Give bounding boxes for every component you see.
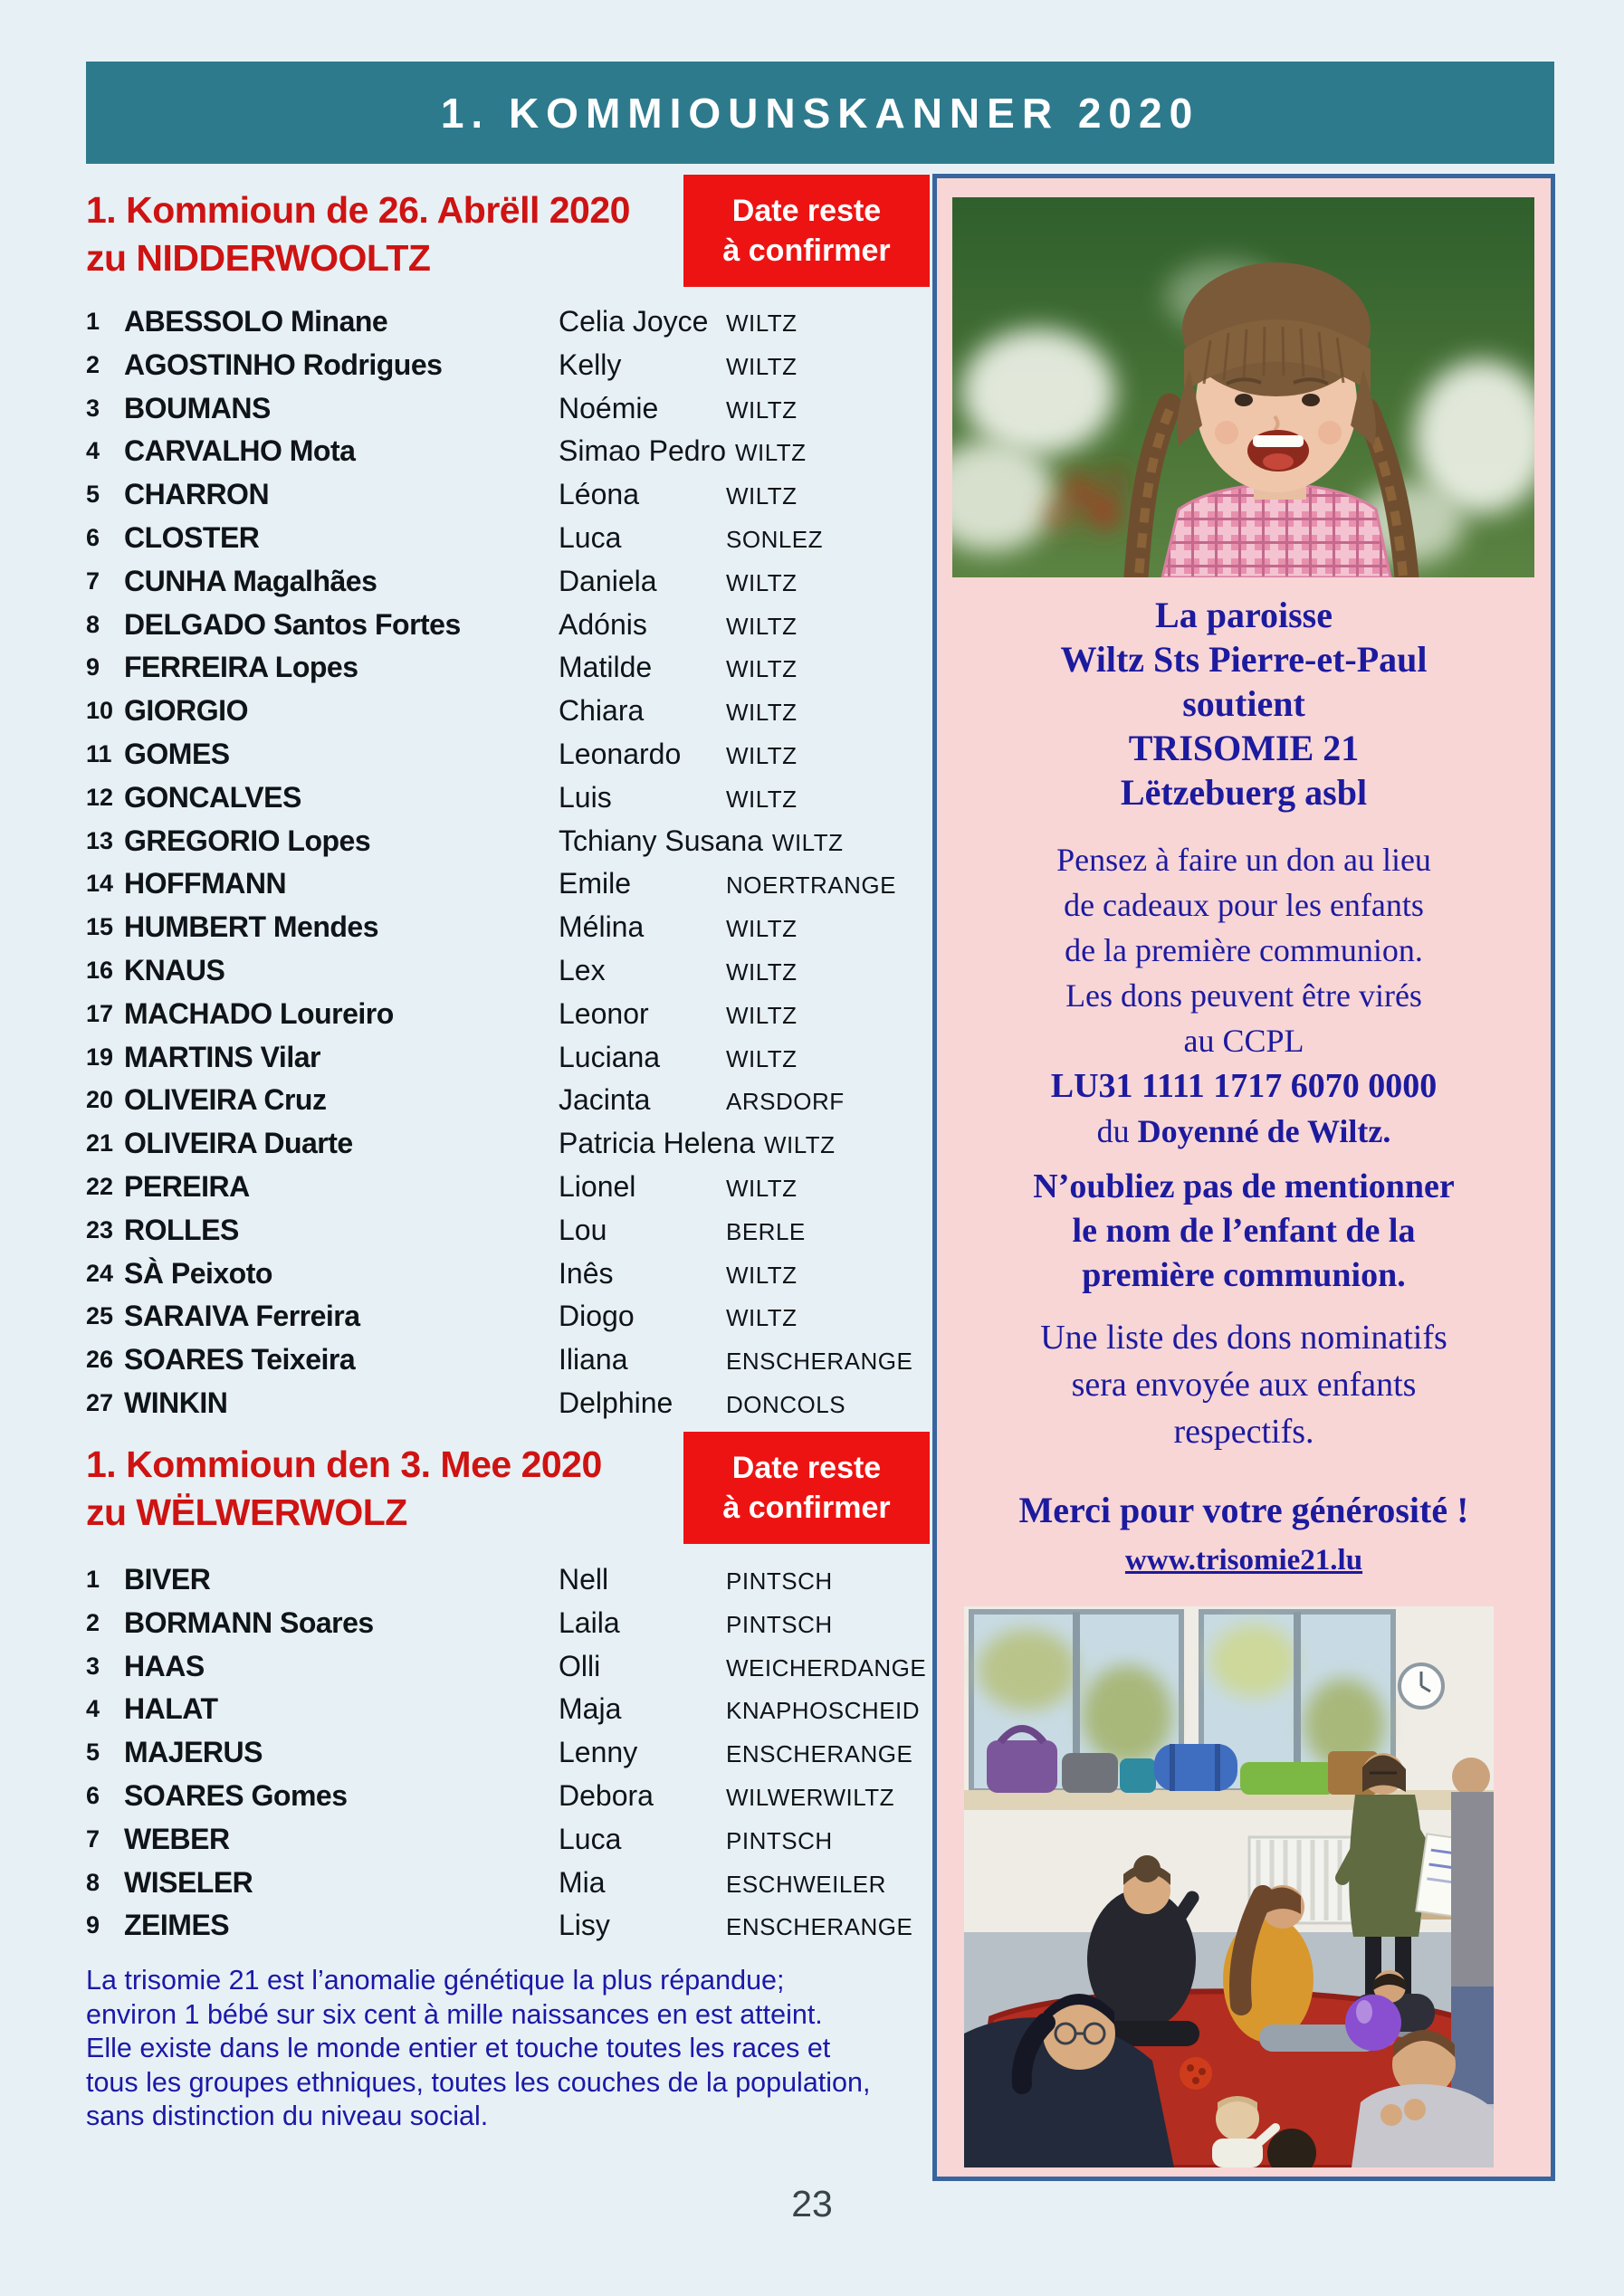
donation-line: Les dons peuvent être virés — [1065, 977, 1422, 1014]
entry-town: WILTZ — [726, 568, 798, 596]
doyenne-prefix: du — [1096, 1113, 1138, 1149]
entry-surname: SARAIVA Ferreira — [124, 1300, 360, 1333]
entry-surname: CARVALHO Mota — [124, 434, 356, 468]
entry-surname: WEBER — [124, 1822, 230, 1855]
list-item — [86, 781, 928, 824]
entry-firstname: Mélina — [559, 910, 645, 944]
list-item — [86, 651, 928, 694]
entry-surname: ZEIMES — [124, 1909, 230, 1942]
entry-surname: SOARES Teixeira — [124, 1343, 356, 1377]
date-to-confirm-badge — [683, 175, 930, 287]
panel-heading-line: TRISOMIE 21 — [1128, 728, 1360, 768]
badge-line1: Date reste — [731, 194, 882, 228]
liste-line: respectifs. — [1173, 1413, 1314, 1451]
entry-number: 6 — [86, 523, 100, 551]
list-item — [86, 997, 928, 1041]
list-item — [86, 1823, 928, 1866]
entry-town: WILWERWILTZ — [726, 1783, 895, 1811]
entry-town: PINTSCH — [726, 1826, 833, 1854]
entry-town: ESCHWEILER — [726, 1870, 886, 1898]
entry-town: WILTZ — [726, 1261, 798, 1289]
entry-surname: MACHADO Loureiro — [124, 996, 394, 1030]
entry-firstname: Nell — [559, 1563, 609, 1596]
entry-number: 15 — [86, 913, 114, 941]
entry-surname: BORMANN Soares — [124, 1605, 374, 1639]
list-item — [86, 1127, 928, 1170]
entry-town: WILTZ — [726, 482, 798, 510]
entry-firstname: Simao Pedro — [559, 434, 726, 468]
badge-line2: à confirmer — [722, 1491, 891, 1525]
girl-portrait-photo — [952, 197, 1534, 577]
panel-heading-line: Wiltz Sts Pierre-et-Paul — [1060, 639, 1428, 680]
entry-surname: AGOSTINHO Rodrigues — [124, 348, 443, 381]
entry-number: 3 — [86, 394, 100, 422]
note-line: Elle existe dans le monde entier et touche toutes les races et — [86, 2033, 831, 2064]
entry-firstname: Lou — [559, 1213, 607, 1246]
entry-town: BERLE — [726, 1217, 806, 1245]
badge-line2: à confirmer — [722, 233, 891, 268]
section1-heading-line1: 1. Kommioun de 26. Abrëll 2020 — [86, 189, 630, 231]
entry-firstname: Chiara — [559, 694, 645, 728]
note-line: sans distinction du niveau social. — [86, 2101, 489, 2132]
entry-surname: MAJERUS — [124, 1736, 263, 1769]
entry-number: 20 — [86, 1086, 114, 1114]
reminder-line: première communion. — [1082, 1256, 1406, 1294]
entry-number: 2 — [86, 1608, 100, 1636]
entry-town: DONCOLS — [726, 1390, 846, 1418]
entry-surname: BOUMANS — [124, 391, 271, 424]
entry-firstname: Matilde — [559, 651, 653, 684]
entry-firstname: Kelly — [559, 348, 622, 381]
entry-firstname: Luca — [559, 520, 622, 554]
entry-firstname: Luciana — [559, 1040, 661, 1073]
entry-surname: GREGORIO Lopes — [124, 824, 371, 857]
section2-heading-line2: zu WËLWERWOLZ — [86, 1491, 407, 1533]
reminder-line: N’oubliez pas de mentionner — [1033, 1167, 1455, 1205]
page-title: 1. KOMMIOUNSKANNER 2020 — [440, 89, 1200, 137]
entry-firstname: Maja — [559, 1692, 622, 1726]
entry-number: 1 — [86, 308, 100, 335]
entry-number: 7 — [86, 567, 100, 595]
entry-number: 27 — [86, 1388, 114, 1416]
entry-surname: HALAT — [124, 1692, 218, 1726]
liste-line: Une liste des dons nominatifs — [1040, 1319, 1447, 1357]
entry-town: SONLEZ — [726, 525, 824, 553]
entry-firstname: Lisy — [559, 1909, 610, 1942]
entry-number: 24 — [86, 1259, 114, 1287]
entry-firstname: Tchiany Susana — [559, 824, 763, 857]
list-item — [86, 608, 928, 652]
entry-number: 4 — [86, 437, 100, 465]
entry-town: ENSCHERANGE — [726, 1913, 913, 1941]
entry-number: 22 — [86, 1172, 114, 1200]
list-item — [86, 1909, 928, 1952]
entry-town: WILTZ — [726, 310, 798, 337]
list-item — [86, 434, 928, 478]
list-item — [86, 348, 928, 392]
entry-number: 16 — [86, 956, 114, 984]
entry-number: 19 — [86, 1043, 114, 1071]
entry-town: WILTZ — [726, 655, 798, 683]
entry-town: WILTZ — [726, 699, 798, 727]
list-item — [86, 1606, 928, 1650]
entry-number: 6 — [86, 1781, 100, 1809]
list-item — [86, 1041, 928, 1084]
list-item — [86, 1692, 928, 1736]
date-to-confirm-badge — [683, 1432, 930, 1544]
entry-firstname: Léona — [559, 478, 639, 511]
entry-firstname: Debora — [559, 1778, 654, 1812]
note-line: La trisomie 21 est l’anomalie génétique la plus répandue; — [86, 1965, 785, 1996]
entry-surname: CHARRON — [124, 478, 270, 511]
entry-surname: WINKIN — [124, 1386, 228, 1419]
entry-town: WILTZ — [726, 1044, 798, 1072]
liste-line: sera envoyée aux enfants — [1071, 1366, 1417, 1404]
entry-town: WILTZ — [734, 439, 807, 467]
entry-number: 25 — [86, 1302, 114, 1330]
entry-firstname: Lionel — [559, 1169, 636, 1203]
entry-number: 17 — [86, 999, 114, 1027]
entry-surname: PEREIRA — [124, 1169, 250, 1203]
entry-firstname: Iliana — [559, 1343, 628, 1377]
entry-town: WEICHERDANGE — [726, 1653, 927, 1682]
list-item — [86, 1170, 928, 1214]
entry-number: 21 — [86, 1129, 114, 1158]
entry-surname: DELGADO Santos Fortes — [124, 607, 461, 641]
entry-surname: GONCALVES — [124, 780, 301, 814]
entry-town: NOERTRANGE — [726, 872, 896, 900]
entry-surname: OLIVEIRA Duarte — [124, 1127, 353, 1160]
list-item — [86, 738, 928, 781]
entry-firstname: Lenny — [559, 1736, 638, 1769]
entry-firstname: Luca — [559, 1822, 622, 1855]
entry-number: 14 — [86, 870, 114, 898]
entry-town: KNAPHOSCHEID — [726, 1697, 921, 1725]
entry-town: WILTZ — [726, 1304, 798, 1332]
entry-firstname: Diogo — [559, 1300, 635, 1333]
entry-town: ENSCHERANGE — [726, 1348, 913, 1376]
entry-number: 7 — [86, 1824, 100, 1853]
list-item — [86, 1386, 928, 1430]
entry-surname: HUMBERT Mendes — [124, 910, 379, 944]
list-item — [86, 1083, 928, 1127]
list-item — [86, 1563, 928, 1606]
panel-heading — [937, 593, 1551, 815]
entry-number: 8 — [86, 610, 100, 638]
entry-town: WILTZ — [726, 915, 798, 943]
reminder-line: le nom de l’enfant de la — [1072, 1212, 1416, 1250]
page-title-banner — [86, 62, 1554, 164]
entry-surname: CUNHA Magalhães — [124, 564, 377, 597]
trisomie-info-note — [86, 1964, 946, 2134]
entry-number: 2 — [86, 350, 100, 378]
entry-town: WILTZ — [726, 957, 798, 986]
entry-town: WILTZ — [726, 612, 798, 640]
entry-town: WILTZ — [764, 1131, 836, 1159]
entry-firstname: Emile — [559, 867, 632, 900]
entry-number: 9 — [86, 653, 100, 681]
entry-town: PINTSCH — [726, 1567, 833, 1595]
list-item — [86, 1214, 928, 1257]
list-item — [86, 1300, 928, 1343]
entry-town: WILTZ — [726, 352, 798, 380]
liste-paragraph — [937, 1314, 1551, 1455]
entry-surname: SOARES Gomes — [124, 1778, 348, 1812]
donation-line: Pensez à faire un don au lieu — [1056, 842, 1431, 878]
list-item — [86, 1779, 928, 1823]
list-item — [86, 1650, 928, 1693]
donation-line: de la première communion. — [1065, 932, 1423, 968]
entry-surname: ABESSOLO Minane — [124, 305, 388, 338]
entry-town: WILTZ — [771, 828, 844, 856]
entry-number: 11 — [86, 739, 112, 767]
entry-number: 3 — [86, 1652, 100, 1680]
entry-firstname: Daniela — [559, 564, 657, 597]
reminder-paragraph — [937, 1165, 1551, 1298]
iban-number: LU31 1111 1717 6070 0000 — [1050, 1067, 1438, 1105]
entry-town: WILTZ — [726, 395, 798, 424]
list-item — [86, 694, 928, 738]
entry-firstname: Luis — [559, 780, 612, 814]
entry-surname: OLIVEIRA Cruz — [124, 1083, 327, 1117]
entry-surname: MARTINS Vilar — [124, 1040, 320, 1073]
entry-number: 8 — [86, 1868, 100, 1896]
section2-heading — [86, 1441, 602, 1537]
list-item — [86, 910, 928, 954]
page-number: 23 — [791, 2183, 833, 2225]
entry-firstname: Mia — [559, 1865, 606, 1899]
entry-firstname: Celia Joyce — [559, 305, 709, 338]
list-item — [86, 478, 928, 521]
playgroup-photo — [964, 1606, 1494, 2167]
entry-firstname: Leonardo — [559, 737, 682, 770]
panel-heading-line: soutient — [1182, 683, 1305, 724]
section2-heading-line1: 1. Kommioun den 3. Mee 2020 — [86, 1443, 602, 1485]
entry-town: WILTZ — [726, 785, 798, 813]
entry-town: WILTZ — [726, 1001, 798, 1029]
entry-town: ARSDORF — [726, 1088, 845, 1116]
doyenne-line — [937, 1109, 1551, 1154]
list-item — [86, 521, 928, 565]
entry-number: 10 — [86, 697, 114, 725]
list-item — [86, 824, 928, 868]
section1-heading — [86, 186, 630, 282]
entry-surname: HOFFMANN — [124, 867, 287, 900]
trisomie21-panel — [932, 174, 1555, 2181]
entry-surname: KNAUS — [124, 953, 225, 986]
entry-number: 23 — [86, 1215, 114, 1243]
website-link[interactable]: www.trisomie21.lu — [1124, 1544, 1363, 1577]
entry-number: 26 — [86, 1346, 114, 1374]
entry-town: WILTZ — [726, 1174, 798, 1202]
list-item — [86, 305, 928, 348]
entry-number: 5 — [86, 1739, 100, 1767]
entry-number: 12 — [86, 783, 114, 811]
entry-firstname: Delphine — [559, 1386, 673, 1419]
website-link-wrap — [937, 1544, 1551, 1577]
entry-town: WILTZ — [726, 741, 798, 769]
entry-firstname: Leonor — [559, 996, 649, 1030]
list-item — [86, 1736, 928, 1779]
doyenne-name: Doyenné de Wiltz. — [1137, 1113, 1391, 1149]
badge-line1: Date reste — [731, 1451, 882, 1485]
list-item — [86, 1866, 928, 1910]
list-item — [86, 1343, 928, 1386]
entry-surname: CLOSTER — [124, 520, 260, 554]
communion-list-nidderwooltz — [86, 305, 928, 1430]
communion-list-welwerwolz — [86, 1563, 928, 1952]
entry-number: 9 — [86, 1911, 100, 1939]
note-line: environ 1 bébé sur six cent à mille naissances en est atteint. — [86, 1998, 823, 2030]
panel-heading-line: Lëtzebuerg asbl — [1120, 772, 1368, 813]
note-line: tous les groupes ethniques, toutes les couches de la population, — [86, 2066, 871, 2098]
section1-heading-line2: zu NIDDERWOOLTZ — [86, 237, 431, 279]
entry-number: 4 — [86, 1695, 100, 1723]
entry-surname: ROLLES — [124, 1213, 239, 1246]
entry-town: ENSCHERANGE — [726, 1740, 913, 1768]
thanks-line: Merci pour votre générosité ! — [1018, 1490, 1469, 1530]
entry-firstname: Lex — [559, 953, 606, 986]
entry-firstname: Noémie — [559, 391, 659, 424]
entry-number: 1 — [86, 1566, 100, 1593]
donation-line: de cadeaux pour les enfants — [1064, 887, 1424, 923]
donation-paragraph — [937, 837, 1551, 1154]
list-item — [86, 565, 928, 608]
entry-surname: GIORGIO — [124, 694, 248, 728]
entry-town: PINTSCH — [726, 1610, 833, 1638]
list-item — [86, 392, 928, 435]
entry-surname: BIVER — [124, 1563, 211, 1596]
entry-firstname: Laila — [559, 1605, 620, 1639]
list-item — [86, 1257, 928, 1300]
entry-firstname: Adónis — [559, 607, 647, 641]
donation-line: au CCPL — [1183, 1023, 1304, 1059]
entry-number: 13 — [86, 826, 114, 854]
entry-surname: FERREIRA Lopes — [124, 651, 358, 684]
entry-firstname: Olli — [559, 1649, 601, 1682]
entry-number: 5 — [86, 481, 100, 509]
entry-surname: WISELER — [124, 1865, 253, 1899]
panel-heading-line: La paroisse — [1155, 595, 1333, 635]
entry-firstname: Inês — [559, 1256, 614, 1290]
entry-firstname: Patricia Helena — [559, 1127, 755, 1160]
list-item — [86, 867, 928, 910]
entry-surname: GOMES — [124, 737, 230, 770]
donation-lines — [937, 837, 1551, 1063]
list-item — [86, 954, 928, 997]
entry-surname: HAAS — [124, 1649, 205, 1682]
entry-surname: SÀ Peixoto — [124, 1256, 272, 1290]
entry-firstname: Jacinta — [559, 1083, 651, 1117]
